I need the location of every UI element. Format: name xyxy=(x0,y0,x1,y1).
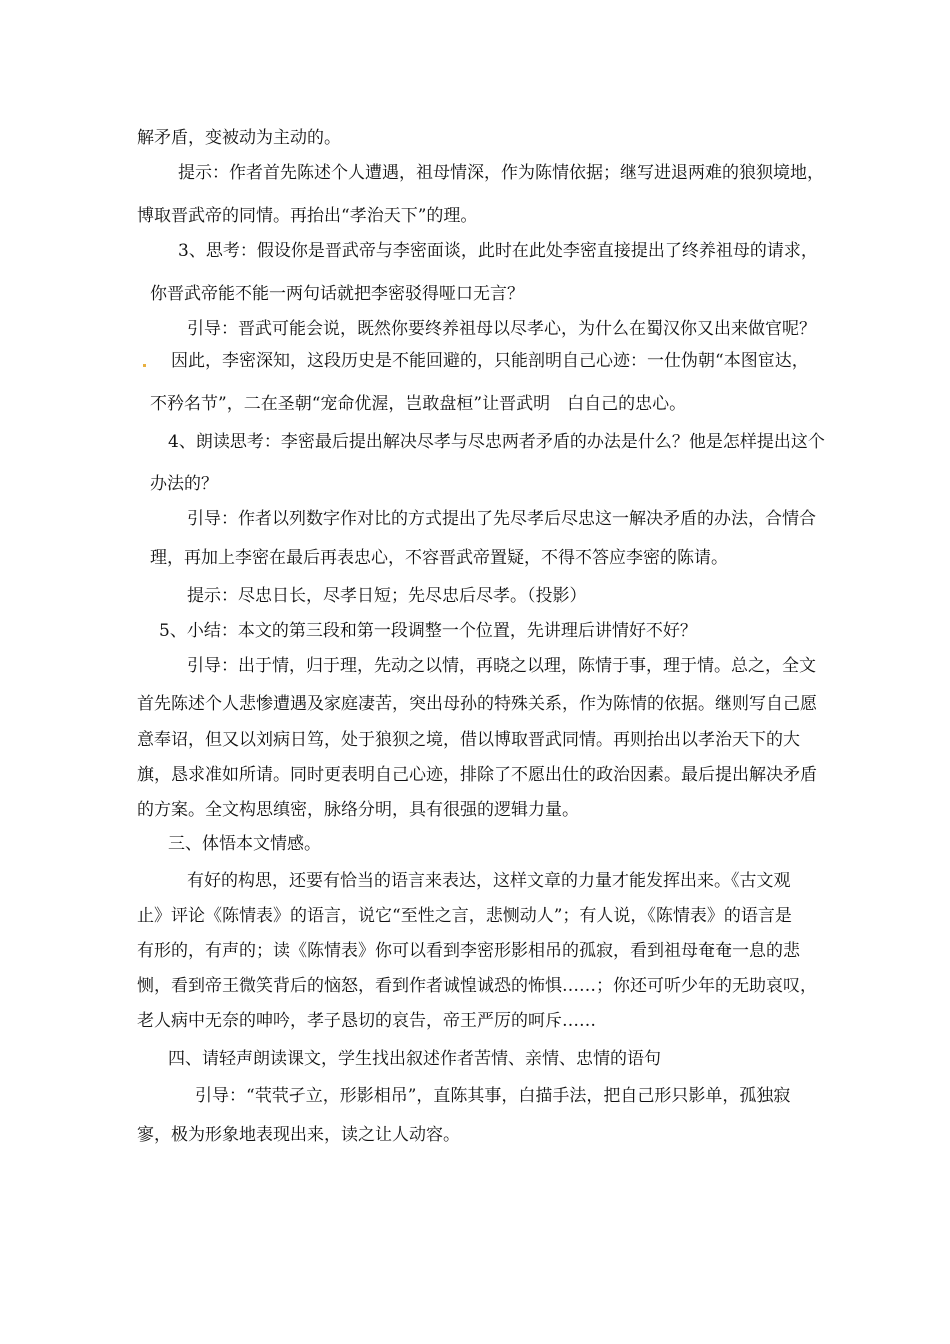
text-line: 不矜名节”，二在圣朝“宠命优渥，岂敢盘桓”让晋武明 白自己的忠心。 xyxy=(150,394,687,414)
text-line: 老人病中无奈的呻吟，孝子恳切的哀告，帝王严厉的呵斥…… xyxy=(137,1011,596,1031)
text-line: 寥，极为形象地表现出来，读之让人动容。 xyxy=(137,1125,460,1145)
text-line: 因此，李密深知，这段历史是不能回避的，只能剖明自己心迹：一仕伪朝“本图宦达， xyxy=(171,351,809,371)
text-line: 引导：作者以列数字作对比的方式提出了先尽孝后尽忠这一解决矛盾的办法，合情合 xyxy=(187,509,816,529)
text-line: 提示：作者首先陈述个人遭遇，祖母情深，作为陈情依据；继写进退两难的狼狈境地， xyxy=(178,163,824,183)
section-heading: 四、请轻声朗读课文，学生找出叙述作者苦情、亲情、忠情的语句 xyxy=(168,1049,661,1069)
text-line: 办法的？ xyxy=(150,474,218,494)
text-line: 引导：出于情，归于理，先动之以情，再晓之以理，陈情于事，理于情。总之，全文 xyxy=(187,656,816,676)
text-line: 止》评论《陈情表》的语言，说它“至性之言，悲恻动人”；有人说，《陈情表》的语言是 xyxy=(137,906,792,926)
text-line: 3、思考：假设你是晋武帝与李密面谈，此时在此处李密直接提出了终养祖母的请求， xyxy=(178,241,818,261)
text-line: 首先陈述个人悲惨遭遇及家庭凄苦，突出母孙的特殊关系，作为陈情的依据。继则写自己愿 xyxy=(137,694,817,714)
text-line: 引导：晋武可能会说，既然你要终养祖母以尽孝心，为什么在蜀汉你又出来做官呢？ xyxy=(187,319,816,339)
text-line: 理，再加上李密在最后再表忠心，不容晋武帝置疑，不得不答应李密的陈请。 xyxy=(150,548,728,568)
text-line: 有好的构思，还要有恰当的语言来表达，这样文章的力量才能发挥出来。《古文观 xyxy=(187,871,791,891)
text-line: 恻，看到帝王微笑背后的恼怒，看到作者诚惶诚恐的怖惧……；你还可听少年的无助哀叹， xyxy=(137,976,817,996)
text-line: 的方案。全文构思缜密，脉络分明，具有很强的逻辑力量。 xyxy=(137,800,579,820)
text-line: 提示：尽忠日长，尽孝日短；先尽忠后尽孝。（投影） xyxy=(187,586,587,606)
section-heading: 三、体悟本文情感。 xyxy=(168,834,321,854)
text-line: 解矛盾，变被动为主动的。 xyxy=(137,128,341,148)
text-line: 旗，恳求准如所请。同时更表明自己心迹，排除了不愿出仕的政治因素。最后提出解决矛盾 xyxy=(137,765,817,785)
text-line: 有形的，有声的；读《陈情表》你可以看到李密形影相吊的孤寂，看到祖母奄奄一息的悲 xyxy=(137,941,800,961)
text-line: 5、小结：本文的第三段和第一段调整一个位置，先讲理后讲情好不好？ xyxy=(159,621,697,641)
text-line: 4、朗读思考：李密最后提出解决尽孝与尽忠两者矛盾的办法是什么？他是怎样提出这个 xyxy=(168,432,825,452)
text-line: 你晋武帝能不能一两句话就把李密驳得哑口无言？ xyxy=(150,284,524,304)
text-line: 博取晋武帝的同情。再抬出“孝治天下”的理。 xyxy=(137,206,478,226)
text-line: 引导：“茕茕孑立，形影相吊”，直陈其事，白描手法，把自己形只影单，孤独寂 xyxy=(195,1086,791,1106)
text-line: 意奉诏，但又以刘病日笃，处于狼狈之境，借以博取晋武同情。再则抬出以孝治天下的大 xyxy=(137,730,800,750)
stray-mark xyxy=(143,364,146,367)
